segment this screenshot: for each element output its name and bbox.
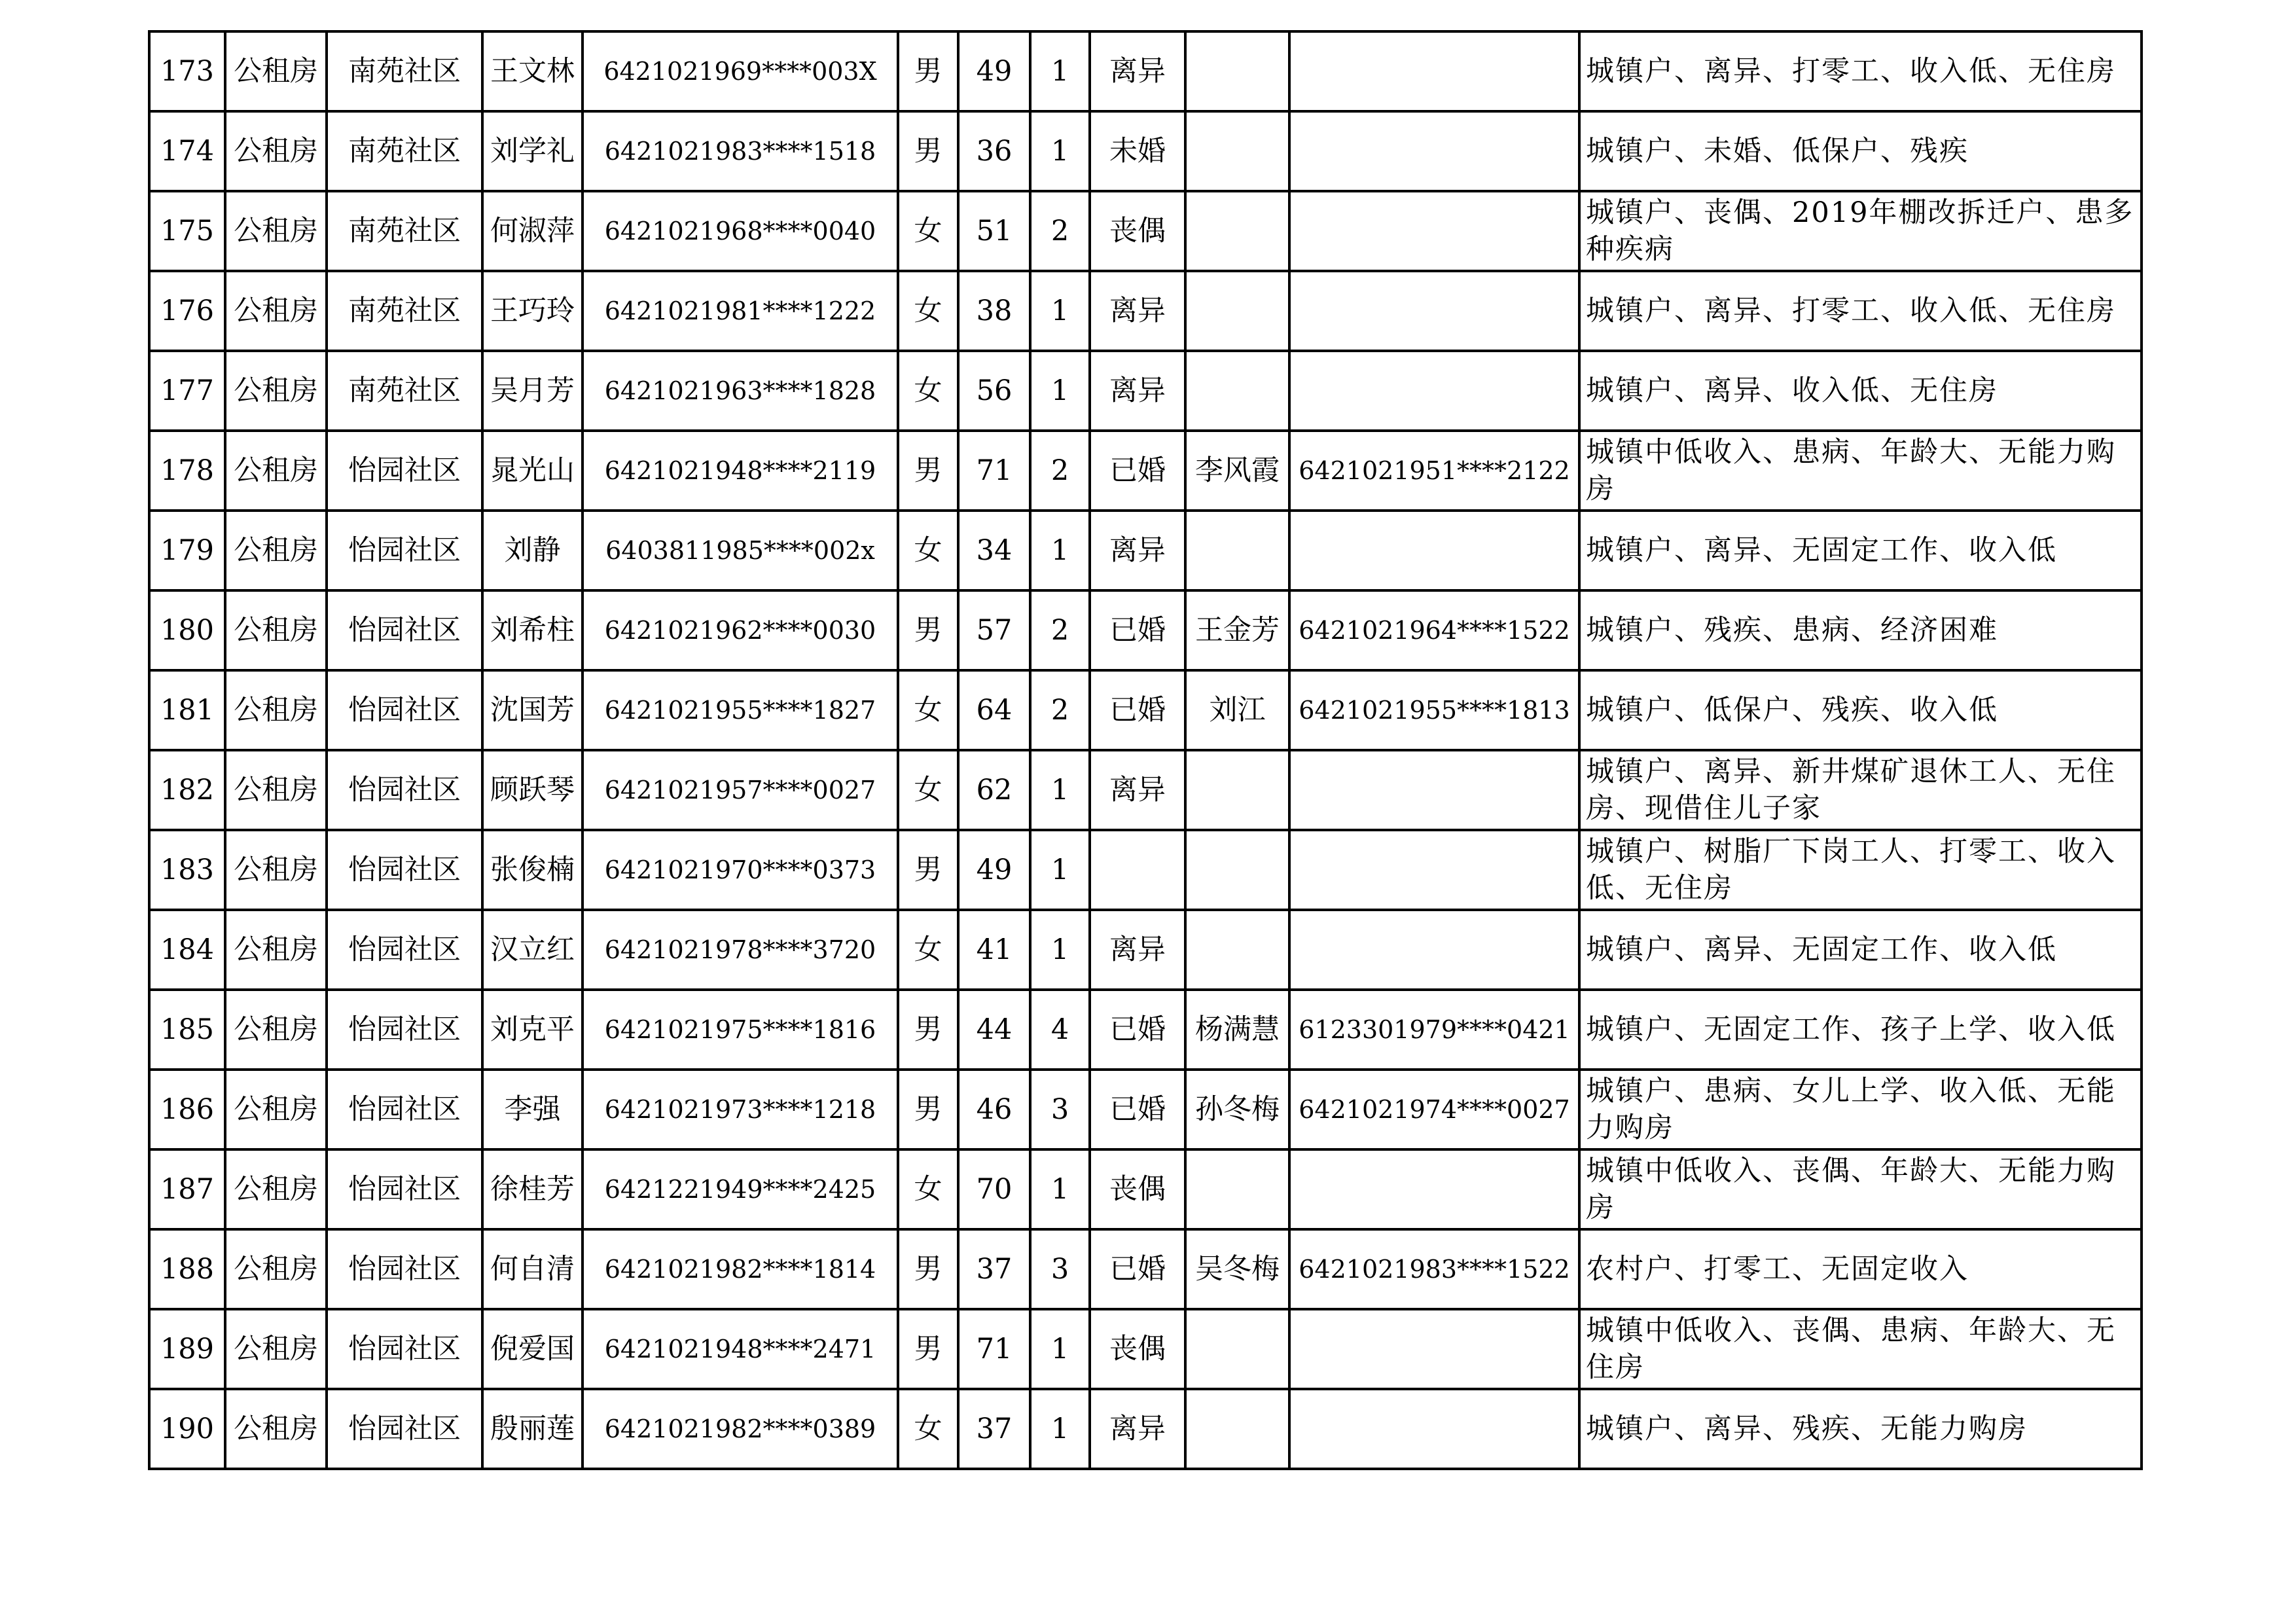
spouse-name-cell: 刘江 <box>1185 670 1289 750</box>
community-cell: 南苑社区 <box>327 191 482 271</box>
spouse-id-number-cell <box>1289 1149 1579 1229</box>
table-row <box>149 1149 2142 1229</box>
table-row <box>149 1070 2142 1149</box>
marital-status-cell: 离异 <box>1090 910 1185 990</box>
spouse-id-number-cell <box>1289 191 1579 271</box>
row-number-cell: 189 <box>149 1309 225 1389</box>
household-size-cell: 1 <box>1030 271 1090 351</box>
row-number-cell: 178 <box>149 431 225 511</box>
community-cell: 怡园社区 <box>327 1070 482 1149</box>
household-size-cell: 2 <box>1030 670 1090 750</box>
marital-status-cell: 丧偶 <box>1090 1309 1185 1389</box>
community-cell: 南苑社区 <box>327 31 482 111</box>
applicant-name-cell: 李强 <box>482 1070 583 1149</box>
age-cell: 44 <box>958 990 1030 1070</box>
gender-cell: 男 <box>898 990 958 1070</box>
household-size-cell: 1 <box>1030 111 1090 191</box>
gender-cell: 女 <box>898 271 958 351</box>
id-number-cell: 6421021983****1518 <box>583 111 898 191</box>
applicant-name-cell: 王巧玲 <box>482 271 583 351</box>
id-number-cell: 6421021955****1827 <box>583 670 898 750</box>
marital-status-cell: 丧偶 <box>1090 191 1185 271</box>
spouse-id-number-cell: 6123301979****0421 <box>1289 990 1579 1070</box>
applicant-name-cell: 刘静 <box>482 511 583 590</box>
applicant-name-cell: 吴月芳 <box>482 351 583 431</box>
gender-cell: 男 <box>898 1229 958 1309</box>
community-cell: 南苑社区 <box>327 351 482 431</box>
community-cell: 怡园社区 <box>327 910 482 990</box>
remark-cell: 农村户、打零工、无固定收入 <box>1579 1229 2142 1309</box>
housing-type-cell: 公租房 <box>225 1070 327 1149</box>
applicant-name-cell: 徐桂芳 <box>482 1149 583 1229</box>
spouse-name-cell <box>1185 351 1289 431</box>
table-row <box>149 1309 2142 1389</box>
spouse-id-number-cell <box>1289 1309 1579 1389</box>
spouse-name-cell <box>1185 750 1289 830</box>
spouse-id-number-cell <box>1289 910 1579 990</box>
age-cell: 71 <box>958 431 1030 511</box>
household-size-cell: 2 <box>1030 431 1090 511</box>
marital-status-cell: 离异 <box>1090 351 1185 431</box>
applicant-name-cell: 汉立红 <box>482 910 583 990</box>
id-number-cell: 6421021973****1218 <box>583 1070 898 1149</box>
id-number-cell: 6421021975****1816 <box>583 990 898 1070</box>
household-size-cell: 1 <box>1030 910 1090 990</box>
id-number-cell: 6421221949****2425 <box>583 1149 898 1229</box>
spouse-id-number-cell <box>1289 750 1579 830</box>
table-body <box>149 31 2142 1469</box>
age-cell: 62 <box>958 750 1030 830</box>
row-number-cell: 173 <box>149 31 225 111</box>
row-number-cell: 180 <box>149 590 225 670</box>
marital-status-cell: 已婚 <box>1090 1229 1185 1309</box>
household-size-cell: 3 <box>1030 1229 1090 1309</box>
id-number-cell: 6421021948****2119 <box>583 431 898 511</box>
remark-cell: 城镇中低收入、丧偶、年龄大、无能力购房 <box>1579 1149 2142 1229</box>
remark-cell: 城镇中低收入、丧偶、患病、年龄大、无住房 <box>1579 1309 2142 1389</box>
id-number-cell: 6421021982****1814 <box>583 1229 898 1309</box>
spouse-name-cell <box>1185 1149 1289 1229</box>
age-cell: 49 <box>958 830 1030 910</box>
gender-cell: 男 <box>898 830 958 910</box>
table-row <box>149 830 2142 910</box>
age-cell: 71 <box>958 1309 1030 1389</box>
community-cell: 怡园社区 <box>327 431 482 511</box>
applicant-name-cell: 倪爱国 <box>482 1309 583 1389</box>
marital-status-cell: 丧偶 <box>1090 1149 1185 1229</box>
gender-cell: 男 <box>898 1070 958 1149</box>
remark-cell: 城镇户、残疾、患病、经济困难 <box>1579 590 2142 670</box>
id-number-cell: 6421021962****0030 <box>583 590 898 670</box>
table-row <box>149 111 2142 191</box>
age-cell: 38 <box>958 271 1030 351</box>
spouse-name-cell: 吴冬梅 <box>1185 1229 1289 1309</box>
spouse-name-cell <box>1185 31 1289 111</box>
marital-status-cell: 离异 <box>1090 750 1185 830</box>
table-row <box>149 1229 2142 1309</box>
housing-type-cell: 公租房 <box>225 431 327 511</box>
marital-status-cell: 未婚 <box>1090 111 1185 191</box>
spouse-id-number-cell: 6421021955****1813 <box>1289 670 1579 750</box>
age-cell: 41 <box>958 910 1030 990</box>
household-size-cell: 1 <box>1030 750 1090 830</box>
row-number-cell: 190 <box>149 1389 225 1469</box>
age-cell: 70 <box>958 1149 1030 1229</box>
gender-cell: 女 <box>898 750 958 830</box>
spouse-id-number-cell <box>1289 511 1579 590</box>
community-cell: 南苑社区 <box>327 111 482 191</box>
gender-cell: 男 <box>898 590 958 670</box>
gender-cell: 女 <box>898 191 958 271</box>
gender-cell: 男 <box>898 431 958 511</box>
spouse-name-cell <box>1185 1309 1289 1389</box>
id-number-cell: 6421021968****0040 <box>583 191 898 271</box>
age-cell: 36 <box>958 111 1030 191</box>
community-cell: 怡园社区 <box>327 830 482 910</box>
spouse-id-number-cell <box>1289 271 1579 351</box>
remark-cell: 城镇户、离异、打零工、收入低、无住房 <box>1579 271 2142 351</box>
row-number-cell: 175 <box>149 191 225 271</box>
row-number-cell: 186 <box>149 1070 225 1149</box>
remark-cell: 城镇户、丧偶、2019年棚改拆迁户、患多种疾病 <box>1579 191 2142 271</box>
remark-cell: 城镇户、离异、打零工、收入低、无住房 <box>1579 31 2142 111</box>
table-row <box>149 191 2142 271</box>
housing-type-cell: 公租房 <box>225 1149 327 1229</box>
gender-cell: 女 <box>898 670 958 750</box>
community-cell: 怡园社区 <box>327 990 482 1070</box>
table-row <box>149 511 2142 590</box>
housing-type-cell: 公租房 <box>225 830 327 910</box>
id-number-cell: 6421021957****0027 <box>583 750 898 830</box>
marital-status-cell: 离异 <box>1090 271 1185 351</box>
applicant-name-cell: 何淑萍 <box>482 191 583 271</box>
row-number-cell: 174 <box>149 111 225 191</box>
spouse-name-cell: 孙冬梅 <box>1185 1070 1289 1149</box>
household-size-cell: 1 <box>1030 1309 1090 1389</box>
remark-cell: 城镇户、树脂厂下岗工人、打零工、收入低、无住房 <box>1579 830 2142 910</box>
spouse-id-number-cell <box>1289 31 1579 111</box>
marital-status-cell: 已婚 <box>1090 990 1185 1070</box>
table-row <box>149 990 2142 1070</box>
applicant-name-cell: 殷丽莲 <box>482 1389 583 1469</box>
spouse-id-number-cell: 6421021974****0027 <box>1289 1070 1579 1149</box>
household-size-cell: 3 <box>1030 1070 1090 1149</box>
spouse-id-number-cell <box>1289 111 1579 191</box>
marital-status-cell <box>1090 830 1185 910</box>
housing-type-cell: 公租房 <box>225 590 327 670</box>
household-size-cell: 1 <box>1030 1389 1090 1469</box>
remark-cell: 城镇中低收入、患病、年龄大、无能力购房 <box>1579 431 2142 511</box>
gender-cell: 男 <box>898 1309 958 1389</box>
spouse-id-number-cell: 6421021983****1522 <box>1289 1229 1579 1309</box>
remark-cell: 城镇户、低保户、残疾、收入低 <box>1579 670 2142 750</box>
age-cell: 57 <box>958 590 1030 670</box>
row-number-cell: 188 <box>149 1229 225 1309</box>
table-row <box>149 1389 2142 1469</box>
housing-type-cell: 公租房 <box>225 271 327 351</box>
table-row <box>149 590 2142 670</box>
gender-cell: 男 <box>898 31 958 111</box>
spouse-id-number-cell: 6421021964****1522 <box>1289 590 1579 670</box>
spouse-id-number-cell <box>1289 830 1579 910</box>
spouse-name-cell <box>1185 910 1289 990</box>
remark-cell: 城镇户、未婚、低保户、残疾 <box>1579 111 2142 191</box>
housing-type-cell: 公租房 <box>225 1389 327 1469</box>
applicant-name-cell: 王文林 <box>482 31 583 111</box>
age-cell: 51 <box>958 191 1030 271</box>
row-number-cell: 179 <box>149 511 225 590</box>
row-number-cell: 184 <box>149 910 225 990</box>
housing-type-cell: 公租房 <box>225 1229 327 1309</box>
marital-status-cell: 已婚 <box>1090 431 1185 511</box>
spouse-name-cell <box>1185 111 1289 191</box>
community-cell: 怡园社区 <box>327 1309 482 1389</box>
row-number-cell: 183 <box>149 830 225 910</box>
age-cell: 64 <box>958 670 1030 750</box>
age-cell: 46 <box>958 1070 1030 1149</box>
community-cell: 南苑社区 <box>327 271 482 351</box>
housing-type-cell: 公租房 <box>225 750 327 830</box>
gender-cell: 女 <box>898 910 958 990</box>
community-cell: 怡园社区 <box>327 511 482 590</box>
table-row <box>149 351 2142 431</box>
spouse-id-number-cell <box>1289 351 1579 431</box>
community-cell: 怡园社区 <box>327 1229 482 1309</box>
marital-status-cell: 已婚 <box>1090 1070 1185 1149</box>
spouse-name-cell: 李风霞 <box>1185 431 1289 511</box>
remark-cell: 城镇户、无固定工作、孩子上学、收入低 <box>1579 990 2142 1070</box>
household-size-cell: 1 <box>1030 31 1090 111</box>
marital-status-cell: 已婚 <box>1090 670 1185 750</box>
table-row <box>149 31 2142 111</box>
remark-cell: 城镇户、离异、无固定工作、收入低 <box>1579 511 2142 590</box>
household-size-cell: 2 <box>1030 590 1090 670</box>
applicant-name-cell: 晁光山 <box>482 431 583 511</box>
spouse-id-number-cell: 6421021951****2122 <box>1289 431 1579 511</box>
id-number-cell: 6421021970****0373 <box>583 830 898 910</box>
applicant-name-cell: 张俊楠 <box>482 830 583 910</box>
age-cell: 34 <box>958 511 1030 590</box>
household-size-cell: 4 <box>1030 990 1090 1070</box>
gender-cell: 女 <box>898 1389 958 1469</box>
applicant-name-cell: 顾跃琴 <box>482 750 583 830</box>
age-cell: 49 <box>958 31 1030 111</box>
spouse-name-cell <box>1185 511 1289 590</box>
remark-cell: 城镇户、离异、无固定工作、收入低 <box>1579 910 2142 990</box>
marital-status-cell: 离异 <box>1090 1389 1185 1469</box>
applicant-name-cell: 刘克平 <box>482 990 583 1070</box>
id-number-cell: 6403811985****002x <box>583 511 898 590</box>
housing-type-cell: 公租房 <box>225 191 327 271</box>
marital-status-cell: 已婚 <box>1090 590 1185 670</box>
remark-cell: 城镇户、离异、残疾、无能力购房 <box>1579 1389 2142 1469</box>
spouse-name-cell: 杨满慧 <box>1185 990 1289 1070</box>
community-cell: 怡园社区 <box>327 1149 482 1229</box>
remark-cell: 城镇户、离异、收入低、无住房 <box>1579 351 2142 431</box>
table-row <box>149 271 2142 351</box>
spouse-name-cell <box>1185 1389 1289 1469</box>
applicant-name-cell: 沈国芳 <box>482 670 583 750</box>
gender-cell: 女 <box>898 1149 958 1229</box>
row-number-cell: 177 <box>149 351 225 431</box>
housing-type-cell: 公租房 <box>225 990 327 1070</box>
applicant-name-cell: 刘学礼 <box>482 111 583 191</box>
community-cell: 怡园社区 <box>327 670 482 750</box>
id-number-cell: 6421021978****3720 <box>583 910 898 990</box>
community-cell: 怡园社区 <box>327 750 482 830</box>
housing-type-cell: 公租房 <box>225 511 327 590</box>
table-row <box>149 431 2142 511</box>
remark-cell: 城镇户、离异、新井煤矿退休工人、无住房、现借住儿子家 <box>1579 750 2142 830</box>
housing-applicant-table <box>148 30 2143 1470</box>
marital-status-cell: 离异 <box>1090 31 1185 111</box>
spouse-name-cell <box>1185 271 1289 351</box>
id-number-cell: 6421021948****2471 <box>583 1309 898 1389</box>
id-number-cell: 6421021981****1222 <box>583 271 898 351</box>
row-number-cell: 185 <box>149 990 225 1070</box>
housing-type-cell: 公租房 <box>225 910 327 990</box>
housing-type-cell: 公租房 <box>225 111 327 191</box>
row-number-cell: 181 <box>149 670 225 750</box>
household-size-cell: 1 <box>1030 351 1090 431</box>
row-number-cell: 176 <box>149 271 225 351</box>
table-row <box>149 670 2142 750</box>
spouse-name-cell: 王金芳 <box>1185 590 1289 670</box>
row-number-cell: 182 <box>149 750 225 830</box>
marital-status-cell: 离异 <box>1090 511 1185 590</box>
household-size-cell: 1 <box>1030 511 1090 590</box>
housing-type-cell: 公租房 <box>225 670 327 750</box>
spouse-id-number-cell <box>1289 1389 1579 1469</box>
age-cell: 37 <box>958 1389 1030 1469</box>
housing-type-cell: 公租房 <box>225 1309 327 1389</box>
community-cell: 怡园社区 <box>327 590 482 670</box>
age-cell: 37 <box>958 1229 1030 1309</box>
remark-cell: 城镇户、患病、女儿上学、收入低、无能力购房 <box>1579 1070 2142 1149</box>
gender-cell: 女 <box>898 351 958 431</box>
gender-cell: 女 <box>898 511 958 590</box>
household-size-cell: 1 <box>1030 830 1090 910</box>
age-cell: 56 <box>958 351 1030 431</box>
spouse-name-cell <box>1185 191 1289 271</box>
table-row <box>149 910 2142 990</box>
table-row <box>149 750 2142 830</box>
community-cell: 怡园社区 <box>327 1389 482 1469</box>
id-number-cell: 6421021969****003X <box>583 31 898 111</box>
household-size-cell: 2 <box>1030 191 1090 271</box>
id-number-cell: 6421021982****0389 <box>583 1389 898 1469</box>
housing-type-cell: 公租房 <box>225 31 327 111</box>
household-size-cell: 1 <box>1030 1149 1090 1229</box>
spouse-name-cell <box>1185 830 1289 910</box>
row-number-cell: 187 <box>149 1149 225 1229</box>
housing-type-cell: 公租房 <box>225 351 327 431</box>
id-number-cell: 6421021963****1828 <box>583 351 898 431</box>
applicant-name-cell: 何自清 <box>482 1229 583 1309</box>
gender-cell: 男 <box>898 111 958 191</box>
applicant-name-cell: 刘希柱 <box>482 590 583 670</box>
